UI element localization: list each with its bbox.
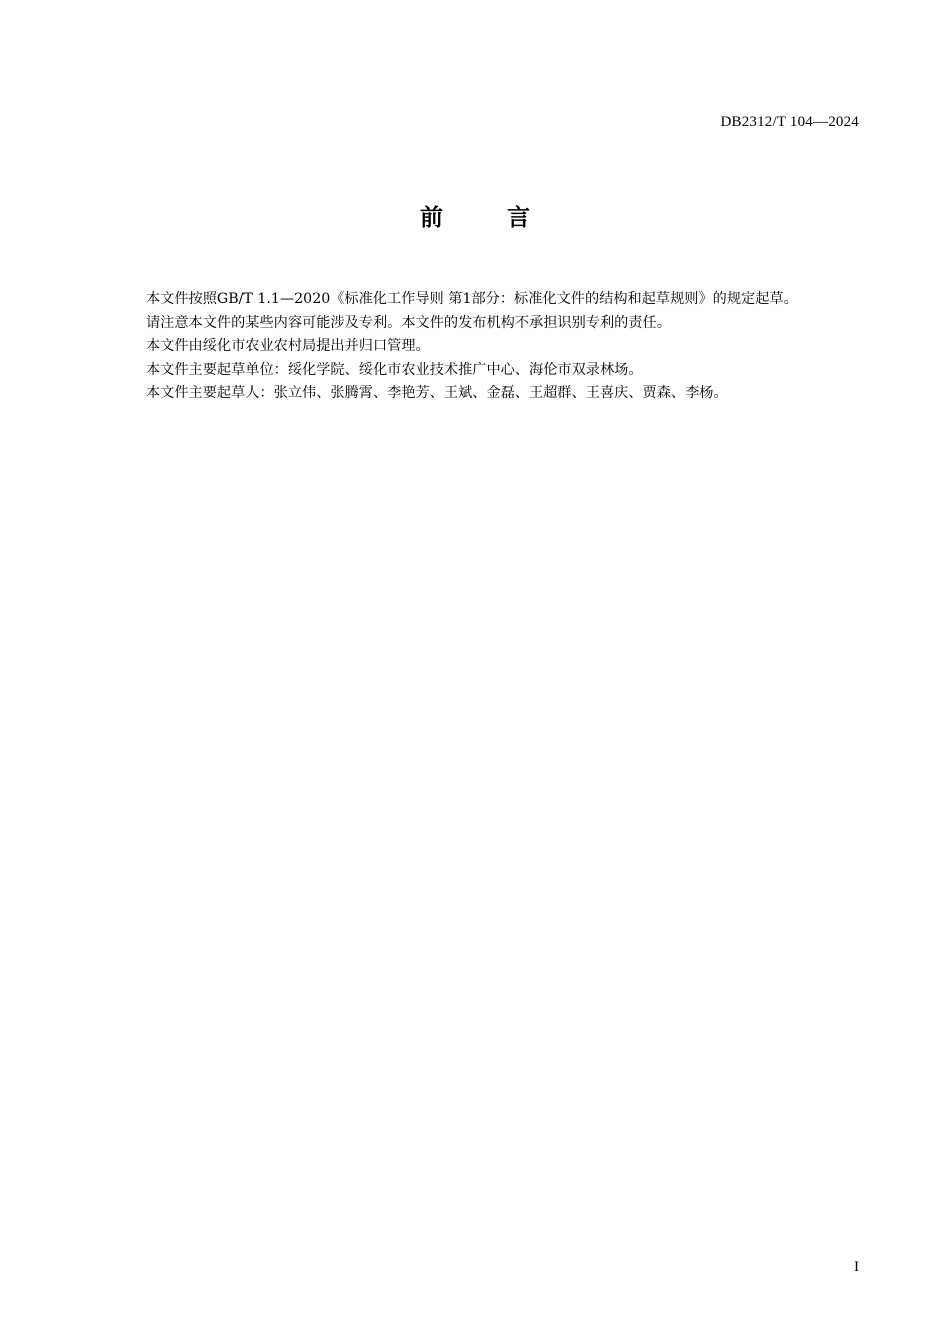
page-title (0, 203, 950, 233)
page-number: I (854, 1259, 859, 1275)
paragraph-drafting-units: 本文件主要起草单位：绥化学院、绥化市农业技术推广中心、海伦市双录林场。 (145, 361, 643, 378)
foreword-body (114, 288, 860, 406)
paragraph-drafters: 本文件主要起草人：张立伟、张腾霄、李艳芳、王斌、金磊、王超群、王喜庆、贾森、李杨。 (145, 385, 728, 401)
paragraph-proposer: 本文件由绥化市农业农村局提出并归口管理。 (145, 338, 430, 354)
title-char-2: 言 (507, 205, 530, 231)
paragraph-drafting-basis: 本文件按照GB/T 1.1—2020《标准化工作导则 第1部分：标准化文件的结构和起草规则》的规定起草。 (145, 291, 798, 307)
document-code: DB2312/T 104—2024 (720, 114, 859, 130)
paragraph-patent-notice: 请注意本文件的某些内容可能涉及专利。本文件的发布机构不承担识别专利的责任。 (145, 314, 671, 331)
title-char-1: 前 (420, 205, 443, 231)
